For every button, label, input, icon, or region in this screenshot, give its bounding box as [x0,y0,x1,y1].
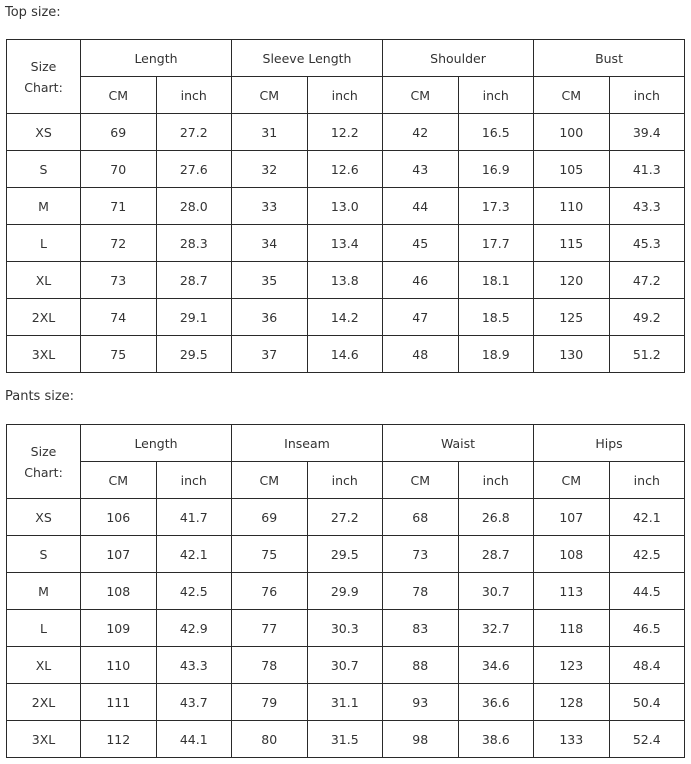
size-chart-header [7,425,81,499]
cm-value-cell: 108 [534,536,610,573]
inch-value-cell: 27.2 [156,114,232,151]
table-row [7,536,685,573]
unit-header-row [7,77,685,114]
inch-value-cell: 41.3 [609,151,685,188]
inch-value-cell: 30.7 [458,573,534,610]
chart-label: Chart: [24,79,63,95]
table-row [7,188,685,225]
cm-value-cell: 106 [81,499,157,536]
cm-value-cell: 110 [81,647,157,684]
table-row [7,299,685,336]
size-label: Size [30,443,57,459]
size-cell: S [7,536,81,573]
size-cell: XS [7,499,81,536]
header-group-row [7,40,685,77]
cm-value-cell: 133 [534,721,610,758]
unit-header: CM [534,77,610,114]
unit-header: CM [383,462,459,499]
cm-value-cell: 34 [232,225,308,262]
size-cell: 2XL [7,684,81,721]
cm-value-cell: 70 [81,151,157,188]
table-row [7,336,685,373]
cm-value-cell: 108 [81,573,157,610]
inch-value-cell: 17.7 [458,225,534,262]
inch-value-cell: 42.1 [156,536,232,573]
inch-value-cell: 12.6 [307,151,383,188]
inch-value-cell: 18.5 [458,299,534,336]
unit-header: CM [81,462,157,499]
cm-value-cell: 113 [534,573,610,610]
size-chart-header [7,40,81,114]
size-cell: 3XL [7,336,81,373]
cm-value-cell: 80 [232,721,308,758]
unit-header-row [7,462,685,499]
inch-value-cell: 39.4 [609,114,685,151]
group-header: Hips [534,425,685,462]
inch-value-cell: 42.1 [609,499,685,536]
chart-label: Chart: [24,464,63,480]
inch-value-cell: 31.1 [307,684,383,721]
cm-value-cell: 73 [383,536,459,573]
inch-value-cell: 26.8 [458,499,534,536]
unit-header: inch [609,462,685,499]
inch-value-cell: 38.6 [458,721,534,758]
cm-value-cell: 107 [534,499,610,536]
cm-value-cell: 73 [81,262,157,299]
unit-header: CM [383,77,459,114]
cm-value-cell: 33 [232,188,308,225]
cm-value-cell: 107 [81,536,157,573]
inch-value-cell: 48.4 [609,647,685,684]
group-header: Bust [534,40,685,77]
inch-value-cell: 52.4 [609,721,685,758]
group-header: Shoulder [383,40,534,77]
inch-value-cell: 47.2 [609,262,685,299]
inch-value-cell: 42.9 [156,610,232,647]
cm-value-cell: 44 [383,188,459,225]
cm-value-cell: 79 [232,684,308,721]
cm-value-cell: 35 [232,262,308,299]
inch-value-cell: 32.7 [458,610,534,647]
inch-value-cell: 36.6 [458,684,534,721]
group-header: Length [81,425,232,462]
size-label: Size [30,58,57,74]
cm-value-cell: 75 [81,336,157,373]
unit-header: inch [458,77,534,114]
cm-value-cell: 83 [383,610,459,647]
unit-header: inch [307,77,383,114]
inch-value-cell: 49.2 [609,299,685,336]
table-row [7,684,685,721]
inch-value-cell: 43.3 [609,188,685,225]
inch-value-cell: 43.7 [156,684,232,721]
inch-value-cell: 31.5 [307,721,383,758]
cm-value-cell: 123 [534,647,610,684]
header-group-row [7,425,685,462]
table-row [7,647,685,684]
group-header: Length [81,40,232,77]
group-header: Sleeve Length [232,40,383,77]
cm-value-cell: 77 [232,610,308,647]
inch-value-cell: 28.3 [156,225,232,262]
unit-header: inch [156,462,232,499]
table-row [7,262,685,299]
cm-value-cell: 115 [534,225,610,262]
inch-value-cell: 34.6 [458,647,534,684]
size-cell: XS [7,114,81,151]
table-row [7,151,685,188]
inch-value-cell: 28.7 [156,262,232,299]
cm-value-cell: 93 [383,684,459,721]
cm-value-cell: 112 [81,721,157,758]
cm-value-cell: 74 [81,299,157,336]
cm-value-cell: 78 [383,573,459,610]
inch-value-cell: 44.5 [609,573,685,610]
group-header: Waist [383,425,534,462]
cm-value-cell: 36 [232,299,308,336]
inch-value-cell: 46.5 [609,610,685,647]
inch-value-cell: 13.8 [307,262,383,299]
cm-value-cell: 45 [383,225,459,262]
cm-value-cell: 37 [232,336,308,373]
cm-value-cell: 111 [81,684,157,721]
size-cell: XL [7,262,81,299]
group-header: Inseam [232,425,383,462]
cm-value-cell: 47 [383,299,459,336]
inch-value-cell: 13.4 [307,225,383,262]
unit-header: CM [232,77,308,114]
unit-header: CM [534,462,610,499]
unit-header: inch [458,462,534,499]
table-row [7,721,685,758]
inch-value-cell: 29.9 [307,573,383,610]
inch-value-cell: 43.3 [156,647,232,684]
cm-value-cell: 110 [534,188,610,225]
size-cell: 3XL [7,721,81,758]
inch-value-cell: 42.5 [609,536,685,573]
cm-value-cell: 42 [383,114,459,151]
cm-value-cell: 69 [232,499,308,536]
cm-value-cell: 125 [534,299,610,336]
inch-value-cell: 27.2 [307,499,383,536]
cm-value-cell: 46 [383,262,459,299]
unit-header: inch [307,462,383,499]
cm-value-cell: 118 [534,610,610,647]
top-size-table [6,39,685,373]
inch-value-cell: 30.3 [307,610,383,647]
size-cell: M [7,573,81,610]
inch-value-cell: 29.5 [307,536,383,573]
top-size-title: Top size: [5,5,61,20]
unit-header: inch [609,77,685,114]
inch-value-cell: 41.7 [156,499,232,536]
inch-value-cell: 42.5 [156,573,232,610]
table-row [7,499,685,536]
inch-value-cell: 29.1 [156,299,232,336]
cm-value-cell: 78 [232,647,308,684]
pants-size-title: Pants size: [5,389,75,404]
inch-value-cell: 14.6 [307,336,383,373]
cm-value-cell: 32 [232,151,308,188]
cm-value-cell: 31 [232,114,308,151]
unit-header: CM [232,462,308,499]
inch-value-cell: 44.1 [156,721,232,758]
inch-value-cell: 14.2 [307,299,383,336]
unit-header: CM [81,77,157,114]
inch-value-cell: 27.6 [156,151,232,188]
size-cell: XL [7,647,81,684]
inch-value-cell: 28.7 [458,536,534,573]
cm-value-cell: 98 [383,721,459,758]
table-row [7,114,685,151]
table-row [7,225,685,262]
inch-value-cell: 30.7 [307,647,383,684]
inch-value-cell: 51.2 [609,336,685,373]
size-cell: 2XL [7,299,81,336]
cm-value-cell: 71 [81,188,157,225]
cm-value-cell: 88 [383,647,459,684]
cm-value-cell: 72 [81,225,157,262]
inch-value-cell: 12.2 [307,114,383,151]
cm-value-cell: 43 [383,151,459,188]
cm-value-cell: 75 [232,536,308,573]
size-cell: L [7,610,81,647]
cm-value-cell: 130 [534,336,610,373]
cm-value-cell: 100 [534,114,610,151]
size-cell: S [7,151,81,188]
table-row [7,610,685,647]
cm-value-cell: 76 [232,573,308,610]
inch-value-cell: 17.3 [458,188,534,225]
unit-header: inch [156,77,232,114]
size-cell: M [7,188,81,225]
pants-size-table [6,424,685,758]
inch-value-cell: 16.9 [458,151,534,188]
cm-value-cell: 128 [534,684,610,721]
inch-value-cell: 13.0 [307,188,383,225]
inch-value-cell: 29.5 [156,336,232,373]
table-row [7,573,685,610]
cm-value-cell: 120 [534,262,610,299]
cm-value-cell: 48 [383,336,459,373]
inch-value-cell: 50.4 [609,684,685,721]
inch-value-cell: 16.5 [458,114,534,151]
inch-value-cell: 18.9 [458,336,534,373]
cm-value-cell: 109 [81,610,157,647]
cm-value-cell: 68 [383,499,459,536]
cm-value-cell: 105 [534,151,610,188]
inch-value-cell: 28.0 [156,188,232,225]
cm-value-cell: 69 [81,114,157,151]
size-cell: L [7,225,81,262]
inch-value-cell: 45.3 [609,225,685,262]
inch-value-cell: 18.1 [458,262,534,299]
